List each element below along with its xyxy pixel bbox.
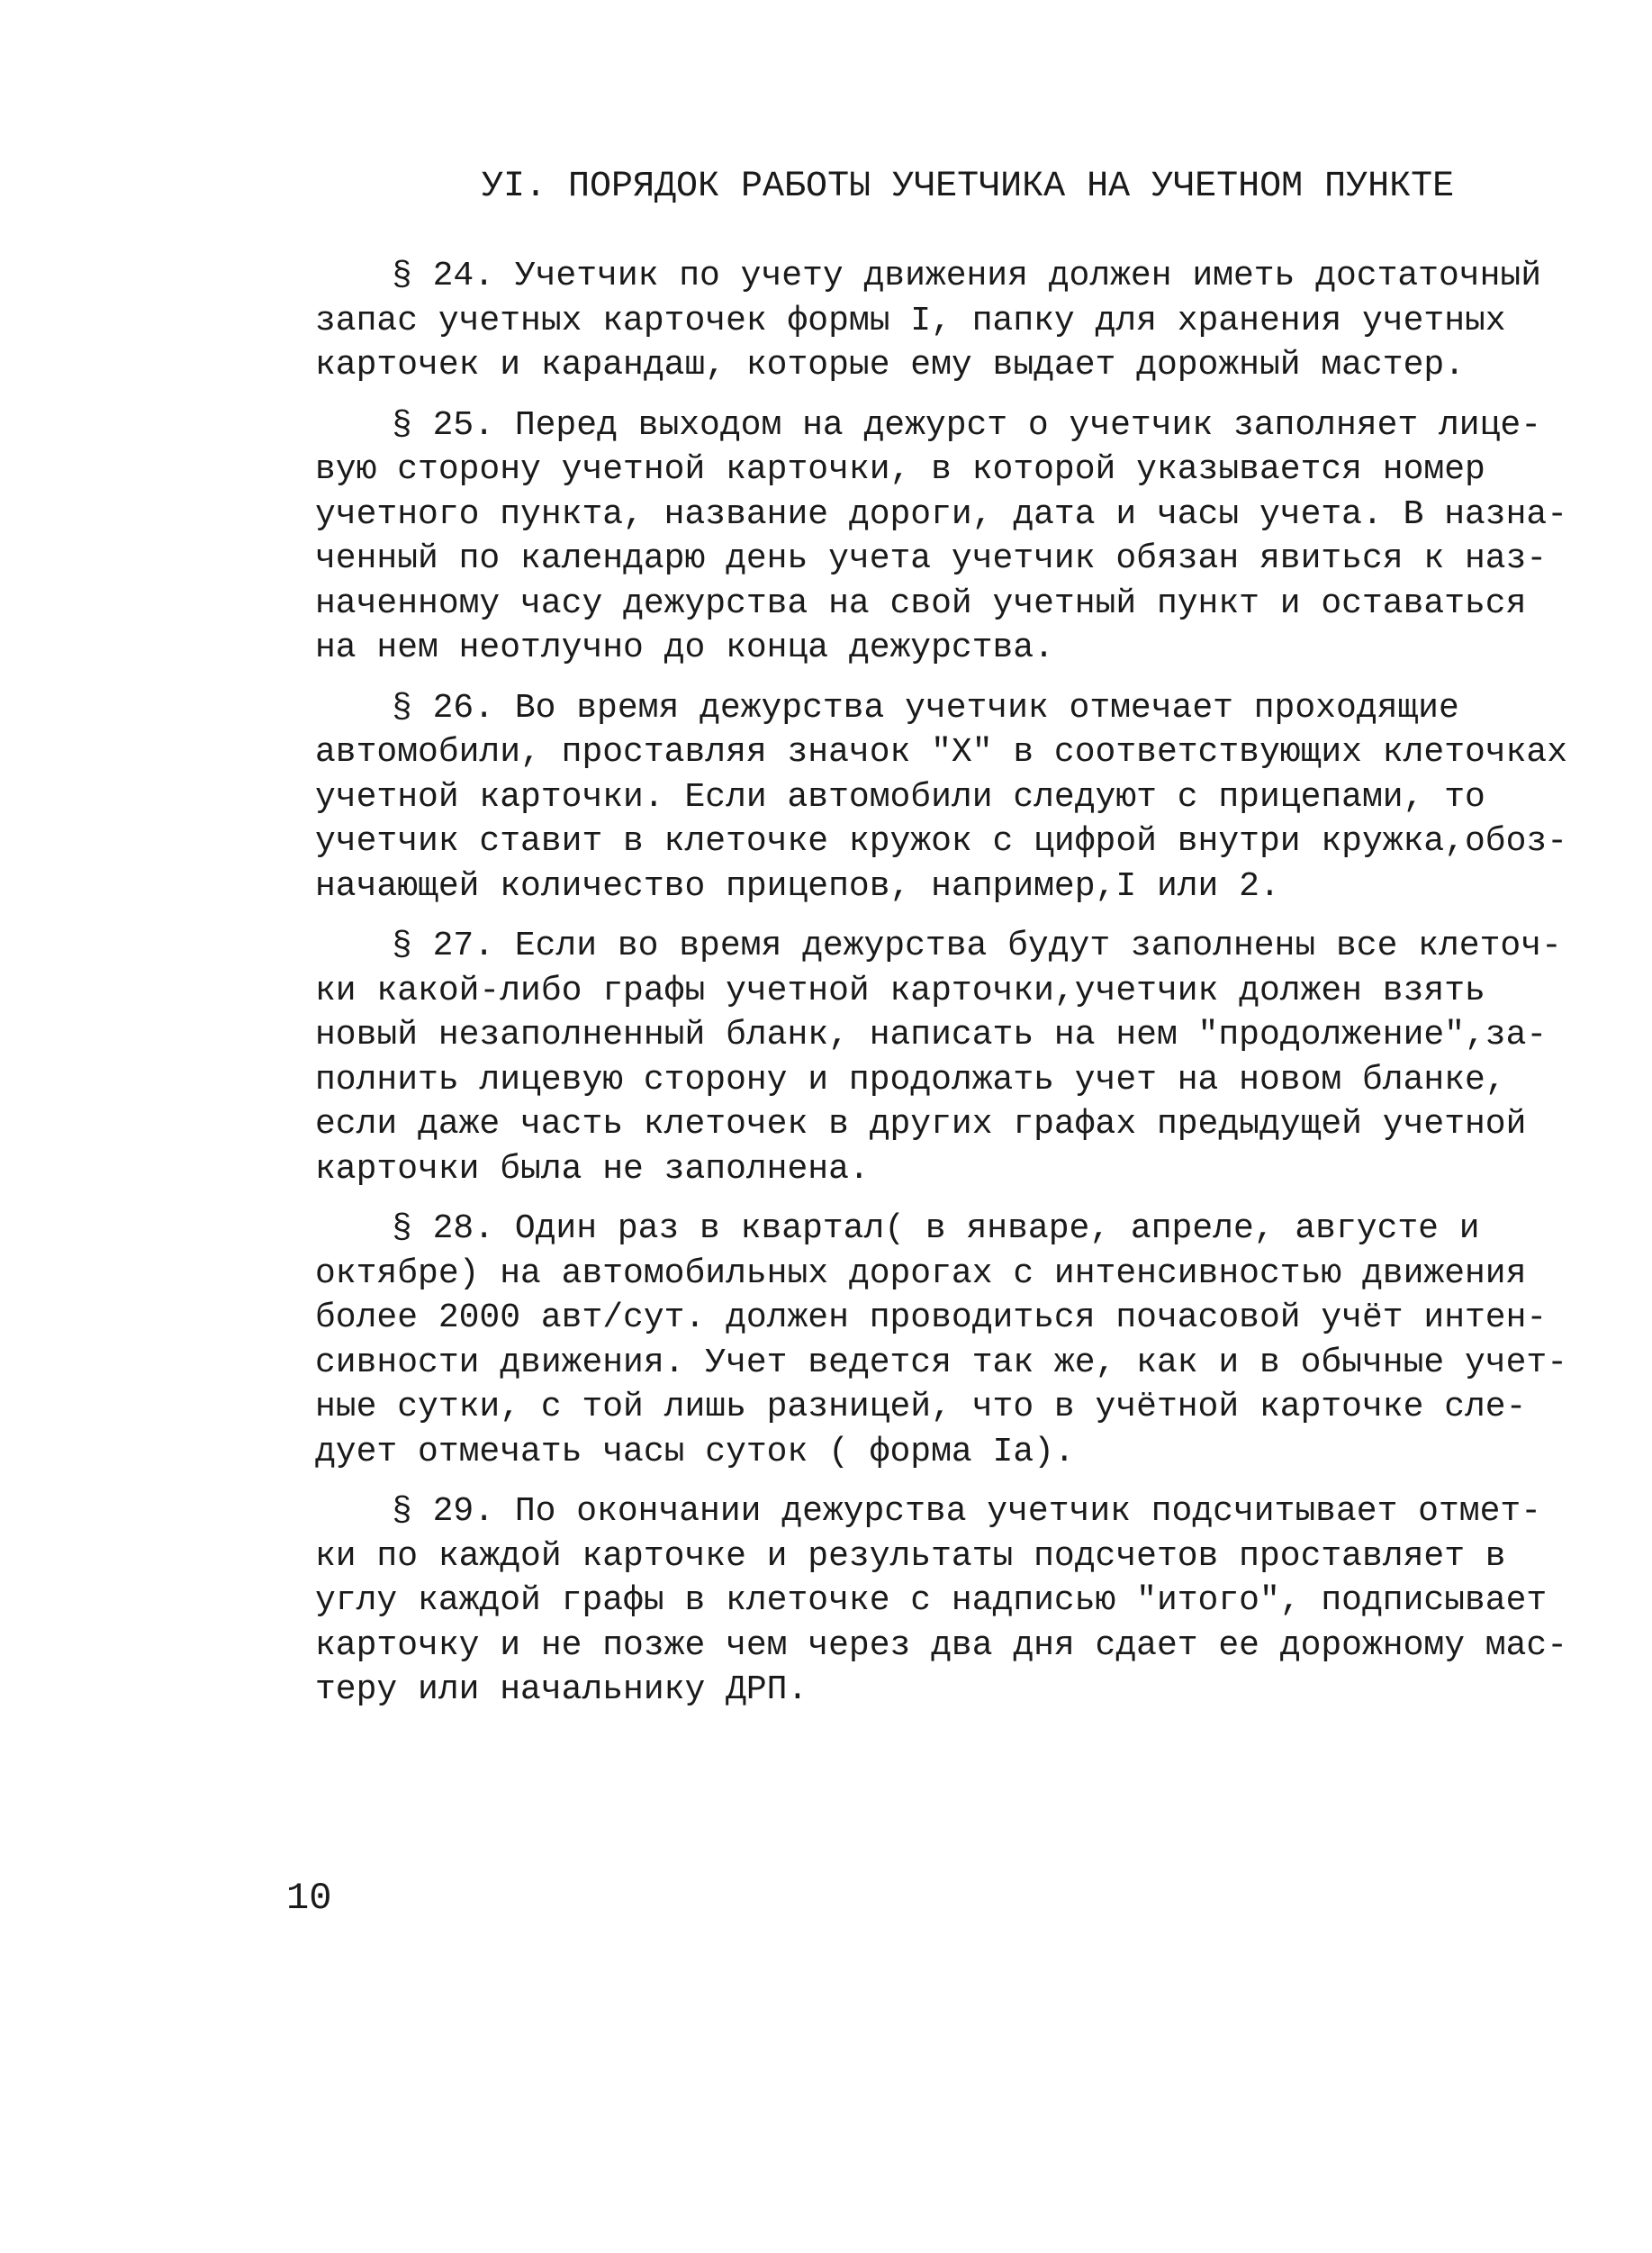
paragraph-line: ки какой-либо графы учетной карточки,учетчик должен взять	[315, 971, 1485, 1010]
paragraph-line: теру или начальнику ДРП.	[315, 1670, 808, 1709]
paragraph-28	[315, 1207, 1568, 1474]
paragraph-line: карточек и карандаш, которые ему выдает дорожный мастер.	[315, 346, 1466, 385]
paragraph-line: автомобили, проставляя значок "Х" в соответствующих клеточках	[315, 733, 1568, 772]
paragraph-line: ки по каждой карточке и результаты подсчетов проставляет в	[315, 1536, 1506, 1576]
paragraph-line: полнить лицевую сторону и продолжать учет на новом бланке,	[315, 1060, 1506, 1099]
paragraph-line: учетного пункта, название дороги, дата и часы учета. В назна-	[315, 494, 1568, 534]
paragraph-29	[315, 1489, 1568, 1713]
paragraph-line: карточки была не заполнена.	[315, 1149, 870, 1189]
paragraph-line: наченному часу дежурства на свой учетный пункт и оставаться	[315, 584, 1527, 623]
paragraph-line: ные сутки, с той лишь разницей, что в учётной карточке сле-	[315, 1388, 1527, 1426]
paragraph-line: дует отмечать часы суток ( форма Iа).	[315, 1432, 1075, 1471]
paragraph-line: новый незаполненный бланк, написать на нем "продолжение",за-	[315, 1016, 1548, 1054]
paragraph-line: вую сторону учетной карточки, в которой указывается номер	[315, 450, 1485, 489]
paragraph-25	[315, 403, 1568, 671]
paragraph-26	[315, 686, 1568, 909]
paragraph-line: § 28. Один раз в квартал( в январе, апреле, августе и	[392, 1209, 1480, 1248]
paragraph-line: октябре) на автомобильных дорогах с интенсивностью движения	[315, 1253, 1527, 1293]
paragraph-line: начающей количество прицепов, например,I или 2.	[315, 866, 1280, 906]
paragraph-line: ченный по календарю день учета учетчик обязан явиться к наз-	[315, 539, 1548, 578]
paragraph-line: углу каждой графы в клеточке с надписью "итого", подписывает	[315, 1581, 1548, 1620]
paragraph-line: сивности движения. Учет ведется так же, как и в обычные учет-	[315, 1343, 1568, 1382]
paragraph-27	[315, 924, 1562, 1191]
page-number: 10	[286, 1877, 332, 1920]
paragraph-line: учетчик ставит в клеточке кружок с цифрой внутри кружка,обоз-	[315, 822, 1568, 861]
paragraph-line: карточку и не позже чем через два дня сдает ее дорожному мас-	[315, 1625, 1568, 1665]
paragraph-line: запас учетных карточек формы I, папку для хранения учетных	[315, 301, 1506, 340]
paragraph-line: § 29. По окончании дежурства учетчик подсчитывает отмет-	[392, 1492, 1542, 1531]
paragraph-line: более 2000 авт/сут. должен проводиться почасовой учёт интен-	[315, 1298, 1548, 1337]
paragraph-line: § 24. Учетчик по учету движения должен иметь достаточный	[392, 257, 1542, 295]
paragraph-line: § 25. Перед выходом на дежурст о учетчик заполняет лице-	[392, 405, 1542, 445]
section-heading: УI. ПОРЯДОК РАБОТЫ УЧЕТЧИКА НА УЧЕТНОМ ПУНКТЕ	[482, 167, 1455, 207]
paragraph-line: учетной карточки. Если автомобили следуют с прицепами, то	[315, 777, 1485, 817]
paragraph-line: на нем неотлучно до конца дежурства.	[315, 629, 1054, 667]
paragraph-line: если даже часть клеточек в других графах предыдущей учетной	[315, 1105, 1527, 1144]
paragraph-line: § 27. Если во время дежурства будут заполнены все клеточ-	[392, 927, 1562, 965]
body-text	[315, 254, 1568, 1713]
paragraph-24	[315, 254, 1542, 388]
paragraph-line: § 26. Во время дежурства учетчик отмечает проходящие	[392, 688, 1459, 728]
